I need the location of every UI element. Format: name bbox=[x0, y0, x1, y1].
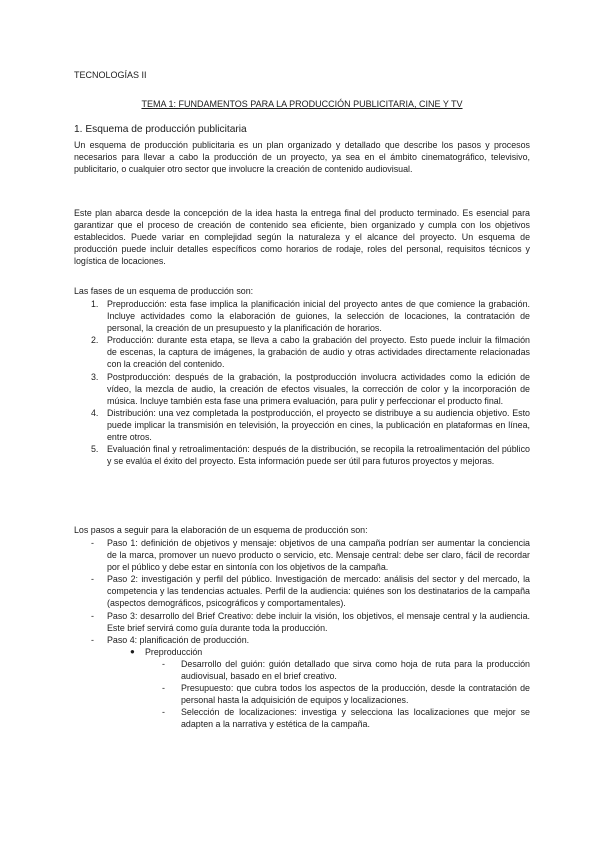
bullet-icon: ● bbox=[130, 646, 135, 656]
preproduccion-items bbox=[74, 658, 530, 731]
phase-item: 3. Postproducción: después de la grabación, la postproducción involucra actividades como la edición de vídeo, la mezcla de audio, la creación de efectos visuales, la corrección de color y la incorporación de música. Incluye también esta fase una primera evaluación, para pulir y perfeccionar el producto final. bbox=[91, 371, 530, 406]
phases-list bbox=[74, 298, 530, 467]
preproduccion-item: - Presupuesto: que cubra todos los aspectos de la producción, desde la contratación de personal hasta la adquisición de equipos y localizaciones. bbox=[162, 683, 530, 706]
section-heading: 1. Esquema de producción publicitaria bbox=[74, 124, 247, 135]
preproduccion-item: - Selección de localizaciones: investiga y selecciona las localizaciones que mejor se adapten a la narrativa y estética de la campaña. bbox=[162, 707, 530, 730]
phase-item: 2. Producción: durante esta etapa, se lleva a cabo la grabación del proyecto. Esto puede incluir la filmación de escenas, la captura de imágenes, la grabación de audio y otras actividades directamente relacionadas con la creación del contenido. bbox=[91, 335, 530, 370]
phase-item: 1. Preproducción: esta fase implica la planificación inicial del proyecto antes de que comience la grabación. Incluye actividades como la elaboración de guiones, la selección de locaciones, la contratación de personal, la creación de un presupuesto y la planificación de horarios. bbox=[91, 299, 530, 334]
step-item: - Paso 4: planificación de producción. bbox=[91, 634, 250, 645]
phases-intro: Las fases de un esquema de producción son: bbox=[74, 286, 254, 296]
topic-title: TEMA 1: FUNDAMENTOS PARA LA PRODUCCIÓN PUBLICITARIA, CINE Y TV bbox=[141, 99, 463, 109]
preproduccion-item: - Desarrollo del guión: guión detallado que sirva como hoja de ruta para la producción audiovisual, basado en el brief creativo. bbox=[162, 658, 530, 682]
step-item: - Paso 3: desarrollo del Brief Creativo: debe incluir la visión, los objetivos, el mensaje central y la audiencia. Este brief servirá como guía durante toda la producción. bbox=[91, 610, 530, 633]
step-item: - Paso 2: investigación y perfil del público. Investigación de mercado: análisis del sector y del mercado, la competencia y las tendencias actuales. Perfil de la audiencia: quiénes son los destinatarios de la campaña (aspectos demográficos, psicográficos y comportamentales). bbox=[91, 574, 530, 609]
phase-item: 5. Evaluación final y retroalimentación: después de la distribución, se recopila la retroalimentación del público y se evalúa el éxito del proyecto. Esta información puede ser útil para futuros proyectos y mejoras. bbox=[91, 444, 530, 467]
steps-list bbox=[74, 537, 530, 731]
intro-paragraph: Un esquema de producción publicitaria es un plan organizado y detallado que describe los pasos y procesos necesarios para llevar a cabo la producción de un proyecto, ya sea en el ámbito cinematográfico, televisivo, publicitario, o cualquier otro sector que involucre la creación de contenido audiovisual. bbox=[74, 140, 530, 175]
step-item: - Paso 1: definición de objetivos y mensaje: objetivos de una campaña podrían ser aumentar la conciencia de la marca, promover un nuevo producto o servicio, etc. Mensaje central: debe ser claro, fácil de recordar por el público y debe estar en sintonía con los objetivos de la campaña. bbox=[91, 538, 530, 573]
scope-paragraph: Este plan abarca desde la concepción de la idea hasta la entrega final del producto terminado. Es esencial para garantizar que el proceso de creación de contenido sea eficiente, bien organizado y cumpla con los objetivos establecidos. Puede variar en complejidad según la naturaleza y el alcance del proyecto. Un esquema de producción puede incluir detalles específicos como horarios de rodaje, roles del personal, requisitos técnicos y logística de locaciones. bbox=[74, 208, 530, 267]
preproduccion-label: ● Preproducción bbox=[130, 646, 203, 657]
steps-intro: Los pasos a seguir para la elaboración de un esquema de producción son: bbox=[74, 525, 368, 535]
course-header: TECNOLOGÍAS II bbox=[74, 70, 147, 80]
preproduccion-block bbox=[74, 646, 530, 731]
phase-item: 4. Distribución: una vez completada la postproducción, el proyecto se distribuye a su audiencia objetivo. Esto puede implicar la transmisión en televisión, la proyección en cines, la publicación en plataformas en línea, entre otros. bbox=[91, 407, 530, 443]
